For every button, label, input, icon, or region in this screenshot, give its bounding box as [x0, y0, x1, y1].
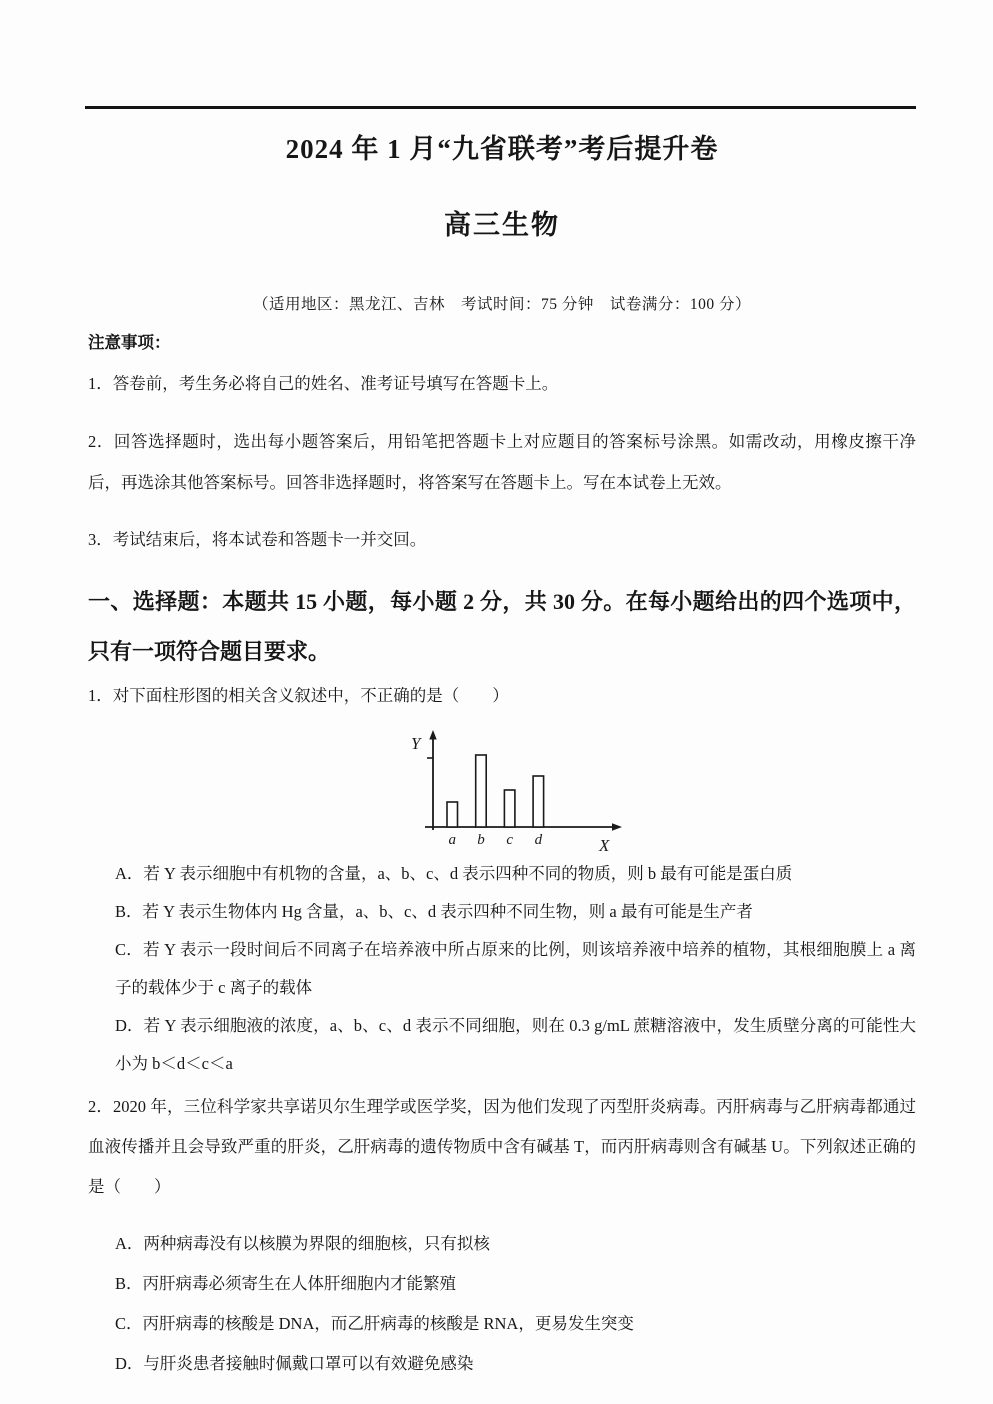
- bar-c: [504, 790, 515, 827]
- option-c: C．丙肝病毒的核酸是 DNA，而乙肝病毒的核酸是 RNA，更易发生突变: [115, 1313, 634, 1333]
- category-label-d: d: [534, 832, 543, 848]
- bar-d: [533, 776, 544, 827]
- category-labels: [449, 832, 543, 848]
- question-1-bar-chart: [403, 727, 633, 855]
- page-subtitle: 高三生物: [444, 210, 560, 240]
- category-label-a: a: [448, 832, 456, 848]
- notice-list: [88, 363, 916, 560]
- notice-label: 注意事项：: [88, 333, 171, 352]
- header-rule: [85, 106, 916, 109]
- category-label-c: c: [506, 832, 513, 848]
- section-heading: 一、选择题：本题共 15 小题，每小题 2 分，共 30 分。在每小题给出的四个选项中，只有一项符合题目要求。: [88, 588, 916, 664]
- x-axis-label: X: [599, 836, 610, 855]
- page-content: [88, 110, 916, 1384]
- question-1: [88, 681, 916, 1084]
- option-a: A．若 Y 表示细胞中有机物的含量，a、b、c、d 表示四种不同的物质，则 b 最有可能是蛋白质: [115, 864, 793, 883]
- question-1-stem: 1．对下面柱形图的相关含义叙述中，不正确的是（ ）: [88, 685, 509, 705]
- notice-item: 2．回答选择题时，选出每小题答案后，用铅笔把答题卡上对应题目的答案标号涂黑。如需改动，用橡皮擦干净后，再选涂其他答案标号。回答非选择题时，将答案写在答题卡上。写在本试卷上无效。: [88, 431, 916, 492]
- question-2-stem: 2．2020 年，三位科学家共享诺贝尔生理学或医学奖，因为他们发现了丙型肝炎病毒。丙肝病毒与乙肝病毒都通过血液传播并且会导致严重的肝炎，乙肝病毒的遗传物质中含有碱基 T，而丙肝病毒则含有碱基 U。下列叙述正确的是（ ）: [88, 1097, 916, 1196]
- bar-b: [476, 755, 487, 827]
- page-title: 2024 年 1 月“九省联考”考后提升卷: [285, 134, 719, 164]
- option-b: B．若 Y 表示生物体内 Hg 含量，a、b、c、d 表示四种不同生物，则 a 最有可能是生产者: [115, 902, 753, 921]
- bar-chart-svg: [403, 727, 633, 855]
- bars-group: [447, 755, 544, 827]
- option-c: C．若 Y 表示一段时间后不同离子在培养液中所占原来的比例，则该培养液中培养的植物，其根细胞膜上 a 离子的载体少于 c 离子的载体: [115, 940, 916, 997]
- question-2: [88, 1087, 916, 1384]
- question-1-options: [115, 855, 916, 1083]
- question-2-options: [115, 1224, 916, 1384]
- notice-item: 1．答卷前，考生务必将自己的姓名、准考证号填写在答题卡上。: [88, 374, 559, 393]
- option-a: A．两种病毒没有以核膜为界限的细胞核，只有拟核: [115, 1233, 490, 1253]
- option-d: D．若 Y 表示细胞液的浓度，a、b、c、d 表示不同细胞，则在 0.3 g/mL 蔗糖溶液中，发生质壁分离的可能性大小为 b＜d＜c＜a: [115, 1016, 916, 1073]
- option-b: B．丙肝病毒必须寄生在人体肝细胞内才能繁殖: [115, 1273, 457, 1293]
- y-axis-arrow-icon: [429, 730, 436, 740]
- bar-a: [447, 802, 458, 827]
- x-axis-arrow-icon: [612, 823, 622, 830]
- option-d: D．与肝炎患者接触时佩戴口罩可以有效避免感染: [115, 1353, 474, 1373]
- exam-info-line: （适用地区：黑龙江、吉林 考试时间：75 分钟 试卷满分：100 分）: [252, 296, 751, 313]
- notice-item: 3．考试结束后，将本试卷和答题卡一并交回。: [88, 530, 427, 549]
- y-axis-label: Y: [411, 734, 421, 753]
- category-label-b: b: [477, 832, 485, 848]
